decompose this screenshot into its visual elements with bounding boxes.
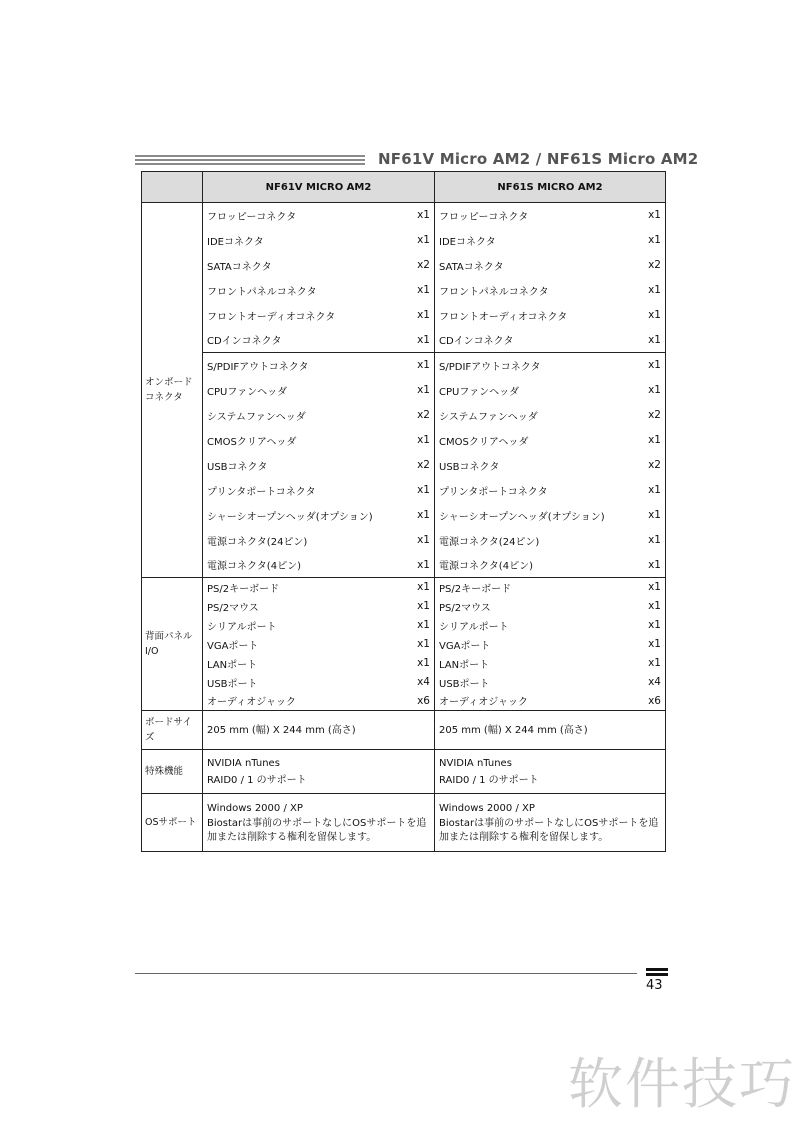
spec-row bbox=[142, 278, 666, 303]
os-line-windows: Windows 2000 / XP bbox=[439, 803, 535, 814]
spec-label-nf61v: フロントオーディオコネクタ bbox=[207, 311, 336, 323]
spec-qty-nf61v: x1 bbox=[373, 553, 435, 578]
spec-row bbox=[142, 654, 666, 673]
category-board-size: ボードサイ ズ bbox=[142, 711, 203, 750]
spec-qty-nf61v: x1 bbox=[417, 434, 430, 446]
spec-row bbox=[142, 253, 666, 278]
spec-row bbox=[142, 228, 666, 253]
spec-qty-nf61v: x2 bbox=[417, 409, 430, 421]
table-header-row bbox=[142, 172, 666, 203]
spec-label-nf61v: プリンタポートコネクタ bbox=[207, 486, 316, 498]
spec-label-nf61s: CMOSクリアヘッダ bbox=[435, 428, 605, 453]
spec-label-nf61v: CMOSクリアヘッダ bbox=[207, 436, 297, 448]
spec-label-nf61s: CDインコネクタ bbox=[435, 328, 605, 353]
page-header-title: NF61V Micro AM2 / NF61S Micro AM2 bbox=[378, 150, 699, 168]
os-line-windows: Windows 2000 / XP bbox=[207, 803, 303, 814]
spec-qty-nf61s: x1 bbox=[605, 635, 666, 654]
spec-label-nf61s: フロントパネルコネクタ bbox=[435, 278, 605, 303]
spec-label-nf61v: 電源コネクタ(24ピン) bbox=[207, 536, 308, 548]
spec-qty-nf61v: x1 bbox=[417, 509, 430, 521]
special-features-row bbox=[142, 750, 666, 794]
spec-qty-nf61v: x4 bbox=[417, 676, 430, 688]
spec-label-nf61v: 電源コネクタ(4ピン) bbox=[203, 553, 373, 578]
spec-qty-nf61v: x1 bbox=[417, 600, 430, 612]
spec-label-nf61v: シリアルポート bbox=[207, 621, 277, 633]
spec-qty-nf61s: x1 bbox=[605, 578, 666, 597]
board-size-section bbox=[142, 711, 666, 750]
spec-label-nf61s: LANポート bbox=[435, 654, 605, 673]
spec-label-nf61v: PS/2マウス bbox=[207, 602, 259, 614]
spec-qty-nf61v: x1 bbox=[417, 209, 430, 222]
spec-qty-nf61v: x1 bbox=[417, 657, 430, 669]
page-number: 43 bbox=[646, 978, 663, 993]
board-size-nf61v: 205 mm (幅) X 244 mm (高さ) bbox=[203, 711, 435, 750]
spec-qty-nf61s: x1 bbox=[605, 478, 666, 503]
spec-qty-nf61v: x1 bbox=[417, 359, 430, 372]
spec-label-nf61s: S/PDIFアウトコネクタ bbox=[435, 353, 605, 378]
os-support-row bbox=[142, 794, 666, 852]
header-empty-cell bbox=[142, 172, 203, 203]
special-features-section bbox=[142, 750, 666, 794]
footer-decoration-bars bbox=[646, 968, 668, 978]
os-line-disclaimer: Biostarは事前のサポートなしにOSサポートを追加または削除する権利を留保します。 bbox=[207, 818, 427, 843]
spec-qty-nf61s: x1 bbox=[605, 428, 666, 453]
spec-row bbox=[142, 478, 666, 503]
spec-qty-nf61v: x1 bbox=[417, 581, 430, 594]
spec-label-nf61s: VGAポート bbox=[435, 635, 605, 654]
spec-label-nf61v: CDインコネクタ bbox=[203, 328, 373, 353]
spec-qty-nf61v: x1 bbox=[417, 484, 430, 496]
special-line-raid: RAID0 / 1 のサポート bbox=[207, 774, 307, 786]
spec-qty-nf61s: x2 bbox=[605, 453, 666, 478]
spec-row bbox=[142, 673, 666, 692]
spec-label-nf61s: フロントオーディオコネクタ bbox=[435, 303, 605, 328]
spec-qty-nf61s: x1 bbox=[605, 203, 666, 228]
category-os-support: OSサポート bbox=[142, 794, 203, 852]
spec-qty-nf61v: x2 bbox=[417, 259, 430, 271]
spec-label-nf61v: フロントパネルコネクタ bbox=[207, 286, 317, 298]
spec-label-nf61v: VGAポート bbox=[207, 640, 259, 652]
spec-row bbox=[142, 616, 666, 635]
board-size-row bbox=[142, 711, 666, 750]
spec-qty-nf61s: x4 bbox=[605, 673, 666, 692]
special-features-nf61s bbox=[435, 750, 666, 794]
os-support-nf61v bbox=[203, 794, 435, 852]
spec-qty-nf61v: x1 bbox=[417, 234, 430, 246]
category-cell: 背面パネル I/O bbox=[142, 578, 203, 711]
footer-rule bbox=[135, 973, 637, 974]
spec-row bbox=[142, 453, 666, 478]
spec-label-nf61s: PS/2キーボード bbox=[435, 578, 605, 597]
spec-row bbox=[142, 578, 666, 597]
spec-qty-nf61s: x1 bbox=[605, 616, 666, 635]
spec-qty-nf61s: x1 bbox=[605, 353, 666, 378]
spec-qty-nf61s: x1 bbox=[605, 303, 666, 328]
os-line-disclaimer: Biostarは事前のサポートなしにOSサポートを追加または削除する権利を留保します。 bbox=[439, 818, 659, 843]
column-header-nf61s: NF61S MICRO AM2 bbox=[435, 172, 666, 203]
spec-label-nf61s: PS/2マウス bbox=[435, 597, 605, 616]
spec-row bbox=[142, 597, 666, 616]
spec-label-nf61v: フロッピーコネクタ bbox=[207, 211, 297, 223]
spec-qty-nf61s: x1 bbox=[605, 278, 666, 303]
spec-qty-nf61s: x1 bbox=[605, 528, 666, 553]
spec-qty-nf61s: x1 bbox=[605, 228, 666, 253]
spec-label-nf61s: プリンタポートコネクタ bbox=[435, 478, 605, 503]
special-features-nf61v bbox=[203, 750, 435, 794]
spec-label-nf61s: シャーシオープンヘッダ(オプション) bbox=[435, 503, 605, 528]
spec-row bbox=[142, 553, 666, 578]
spec-row bbox=[142, 303, 666, 328]
spec-row bbox=[142, 428, 666, 453]
spec-row bbox=[142, 528, 666, 553]
spec-qty-nf61v: x2 bbox=[417, 459, 430, 471]
spec-row bbox=[142, 635, 666, 654]
rear-panel-section bbox=[142, 578, 666, 711]
spec-label-nf61v: PS/2キーボード bbox=[207, 583, 280, 595]
spec-label-nf61v: USBコネクタ bbox=[207, 461, 268, 473]
spec-label-nf61s: USBポート bbox=[435, 673, 605, 692]
spec-row bbox=[142, 403, 666, 428]
spec-label-nf61s: USBコネクタ bbox=[435, 453, 605, 478]
spec-row bbox=[142, 378, 666, 403]
category-special-features: 特殊機能 bbox=[142, 750, 203, 794]
spec-qty-nf61s: x1 bbox=[605, 597, 666, 616]
spec-label-nf61v: USBポート bbox=[207, 678, 258, 690]
spec-label-nf61s: SATAコネクタ bbox=[435, 253, 605, 278]
os-support-nf61s bbox=[435, 794, 666, 852]
spec-row bbox=[142, 353, 666, 378]
spec-label-nf61s: 電源コネクタ(24ピン) bbox=[435, 528, 605, 553]
spec-qty-nf61s: x1 bbox=[605, 654, 666, 673]
spec-qty-nf61s: x1 bbox=[605, 553, 666, 578]
spec-qty-nf61s: x1 bbox=[605, 503, 666, 528]
spec-row bbox=[142, 503, 666, 528]
category-cell: オンボード コネクタ bbox=[142, 203, 203, 578]
spec-label-nf61v: LANポート bbox=[207, 659, 258, 671]
spec-label-nf61s: CPUファンヘッダ bbox=[435, 378, 605, 403]
spec-qty-nf61s: x1 bbox=[605, 378, 666, 403]
column-header-nf61v: NF61V MICRO AM2 bbox=[203, 172, 435, 203]
spec-qty-nf61s: x1 bbox=[605, 328, 666, 353]
spec-label-nf61s: 電源コネクタ(4ピン) bbox=[435, 553, 605, 578]
special-line-raid: RAID0 / 1 のサポート bbox=[439, 774, 539, 786]
spec-qty-nf61v: x1 bbox=[417, 309, 430, 321]
board-size-nf61s: 205 mm (幅) X 244 mm (高さ) bbox=[435, 711, 666, 750]
spec-label-nf61s: IDEコネクタ bbox=[435, 228, 605, 253]
spec-label-nf61v: IDEコネクタ bbox=[207, 236, 264, 248]
spec-label-nf61v: システムファンヘッダ bbox=[207, 411, 306, 423]
spec-label-nf61v: S/PDIFアウトコネクタ bbox=[207, 361, 309, 373]
spec-qty-nf61s: x6 bbox=[605, 692, 666, 711]
spec-label-nf61v: SATAコネクタ bbox=[207, 261, 272, 273]
spec-label-nf61s: システムファンヘッダ bbox=[435, 403, 605, 428]
spec-qty-nf61v: x1 bbox=[417, 534, 430, 546]
watermark: 软件技巧 bbox=[568, 1052, 797, 1116]
spec-qty-nf61v: x1 bbox=[417, 384, 430, 396]
spec-qty-nf61v: x1 bbox=[417, 619, 430, 631]
special-line-ntunes: NVIDIA nTunes bbox=[439, 757, 512, 769]
spec-qty-nf61s: x2 bbox=[605, 253, 666, 278]
spec-label-nf61s: シリアルポート bbox=[435, 616, 605, 635]
special-line-ntunes: NVIDIA nTunes bbox=[207, 757, 280, 769]
spec-row bbox=[142, 328, 666, 353]
spec-qty-nf61v: x1 bbox=[417, 284, 430, 296]
onboard-connectors-section bbox=[142, 203, 666, 578]
spec-label-nf61s: フロッピーコネクタ bbox=[435, 203, 605, 228]
spec-qty-nf61v: x6 bbox=[373, 692, 435, 711]
spec-label-nf61v: オーディオジャック bbox=[203, 692, 373, 711]
spec-label-nf61v: シャーシオープンヘッダ(オプション) bbox=[207, 511, 373, 523]
spec-label-nf61s: オーディオジャック bbox=[435, 692, 605, 711]
spec-label-nf61v: CPUファンヘッダ bbox=[207, 386, 288, 398]
spec-row bbox=[142, 203, 666, 228]
spec-table bbox=[141, 171, 666, 852]
spec-qty-nf61v: x1 bbox=[417, 638, 430, 650]
spec-qty-nf61v: x1 bbox=[373, 328, 435, 353]
header-decoration-lines bbox=[135, 155, 365, 167]
os-support-section bbox=[142, 794, 666, 852]
spec-row bbox=[142, 692, 666, 711]
spec-qty-nf61s: x2 bbox=[605, 403, 666, 428]
